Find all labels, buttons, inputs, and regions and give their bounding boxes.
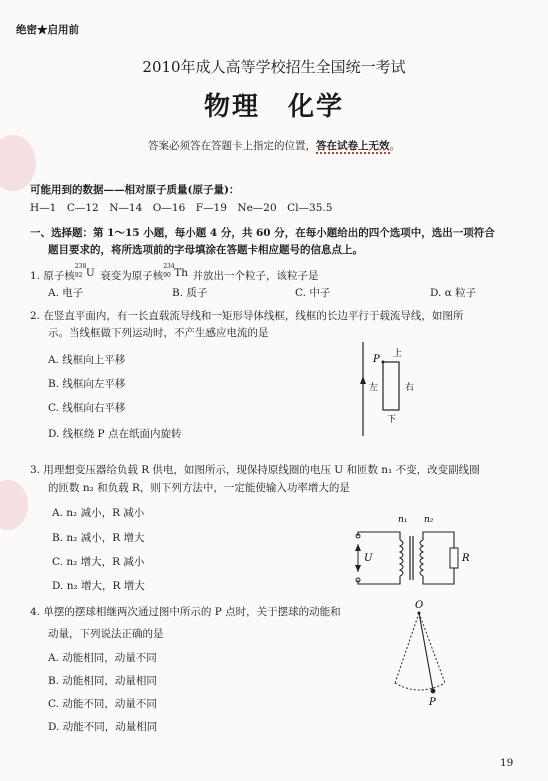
- label-down: 下: [387, 415, 397, 425]
- label-left: 左: [369, 383, 379, 393]
- resistor-r: [450, 548, 458, 568]
- q4-option-c: C. 动能不同，动量不同: [48, 698, 157, 710]
- exam-title: 2010年成人高等学校招生全国统一考试: [142, 58, 406, 76]
- instruction-end: 。: [389, 140, 400, 152]
- instruction-bold: 答在试卷上无效: [316, 140, 390, 152]
- q4-pendulum-figure: [385, 595, 465, 710]
- question-3-line1: 3. 用理想变压器给负载 R 供电，如图所示，现保持原线圈的电压 U 和匝数 n₁ 不变，改变副线圈: [30, 464, 480, 476]
- q1-stem-post: 并放出一个粒子，该粒子是: [189, 270, 319, 282]
- q3-option-d: D. n₂ 增大，R 增大: [52, 580, 145, 592]
- reference-values: H—1 C—12 N—14 O—16 F—19 Ne—20 Cl—35.5: [30, 202, 333, 214]
- q2-option-b: B. 线框向左平移: [48, 378, 126, 390]
- label-n2: n₂: [424, 515, 434, 525]
- label-p: P: [373, 354, 380, 365]
- label-u: U: [364, 553, 373, 564]
- swing-limit-left: [395, 613, 419, 683]
- secret-label: 绝密★启用前: [16, 24, 79, 36]
- th-symbol: Th: [174, 267, 188, 279]
- q2-option-a: A. 线框向上平移: [48, 354, 126, 366]
- arrow-down-icon: [355, 565, 361, 572]
- instruction-line: [0, 138, 548, 153]
- q3-option-b: B. n₂ 减小，R 增大: [52, 532, 145, 544]
- q2-figure: [345, 338, 435, 438]
- subject-title: 物理 化学: [203, 92, 344, 122]
- instruction-plain: 答案必须答在答题卡上指定的位置，: [148, 140, 316, 152]
- arrow-up-icon: [355, 544, 361, 551]
- label-up: 上: [393, 349, 403, 359]
- label-r: R: [462, 553, 470, 564]
- label-right: 右: [405, 383, 415, 393]
- q1-option-a: A. 电子: [48, 287, 84, 299]
- section1-line2: 题目要求的，将所选项前的字母填涂在答题卡相应题号的信息点上。: [48, 244, 363, 256]
- q4-option-a: A. 动能相同，动量不同: [48, 652, 157, 664]
- q2-option-d: D. 线框绕 P 点在纸面内旋转: [48, 428, 182, 440]
- current-arrow-icon: [360, 376, 366, 384]
- label-n1: n₁: [398, 515, 408, 525]
- question-3-line2: 的匝数 n₂ 和负载 R，则下列方法中，一定能使输入功率增大的是: [48, 482, 350, 494]
- section1-line1: 一、选择题：第 1～15 小题，每小题 4 分，共 60 分，在每小题给出的四个选项中，选出一项符合: [30, 227, 495, 239]
- u-symbol: U: [85, 267, 95, 279]
- q4-option-b: B. 动能相同，动量相同: [48, 675, 157, 687]
- question-4-line1: 4. 单摆的摆球相继两次通过图中所示的 P 点时，关于摆球的动能和: [30, 606, 341, 618]
- label-o: O: [415, 600, 424, 611]
- point-p: [382, 361, 385, 364]
- secondary-coil: [420, 540, 423, 576]
- wire-frame: [383, 362, 399, 410]
- pendulum-string: [419, 613, 433, 690]
- reference-title: 可能用到的数据——相对原子质量(原子量)：: [30, 184, 240, 196]
- swing-arc: [395, 683, 445, 690]
- q1-option-b: B. 质子: [172, 287, 208, 299]
- q3-option-a: A. n₂ 减小，R 减小: [52, 507, 145, 519]
- nuclide-u: [74, 263, 97, 279]
- q2-option-c: C. 线框向右平移: [48, 402, 126, 414]
- q4-option-d: D. 动能不同，动量相同: [48, 721, 158, 733]
- watermark-stamp: [0, 480, 28, 530]
- u-mass-number: 238: [74, 263, 87, 270]
- question-4-line2: 动量，下列说法正确的是: [48, 628, 164, 640]
- page-number: 19: [500, 757, 514, 769]
- q1-stem-mid: 衰变为原子核: [96, 270, 164, 282]
- th-mass-number: 234: [163, 263, 175, 270]
- secondary-circuit: [423, 532, 454, 584]
- question-2-line2: 示。当线框做下列运动时，不产生感应电流的是: [48, 327, 269, 339]
- q1-stem-pre: 1. 原子核: [30, 270, 75, 282]
- q1-option-c: C. 中子: [295, 287, 331, 299]
- pendulum-bob: [431, 689, 436, 694]
- question-2-line1: 2. 在竖直平面内，有一长直载流导线和一矩形导体线框，线框的长边平行于载流导线，如图所: [30, 310, 464, 322]
- swing-limit-right: [419, 613, 445, 683]
- primary-coil: [400, 540, 403, 576]
- u-atomic-number: 92: [74, 272, 83, 279]
- q3-transformer-figure: [350, 510, 475, 595]
- question-1-stem: [30, 263, 319, 283]
- q3-option-c: C. n₂ 增大，R 减小: [52, 556, 145, 568]
- th-atomic-number: 90: [163, 272, 171, 279]
- label-p: P: [429, 697, 436, 708]
- nuclide-th: [163, 263, 189, 279]
- q1-option-d: D. α 粒子: [430, 287, 477, 299]
